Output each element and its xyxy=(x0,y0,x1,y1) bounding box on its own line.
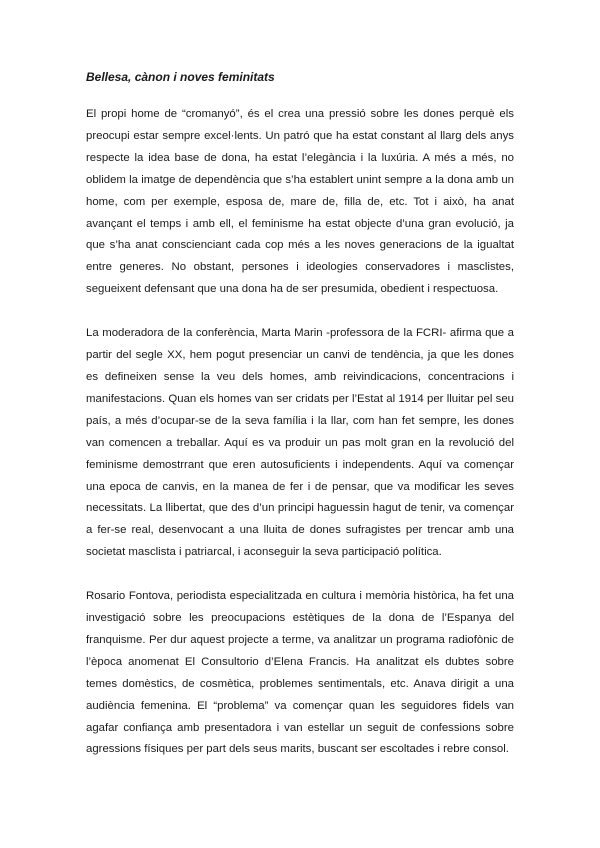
document-body xyxy=(86,70,514,783)
paragraph-2: La moderadora de la conferència, Marta Marin -professora de la FCRI- afirma que a partir del segle XX, hem pogut presenciar un canvi de tendència, ja que les dones es defineixen sense la veu dels homes, amb reivindicacions, concentracions i manifestacions. Quan els homes van ser cridats per l’Estat al 1914 per lluitar pel seu país, a més d’ocupar-se de la seva família i la llar, com han fet sempre, les dones van comencen a treballar. Aquí es va produir un pas molt gran en la revolució del feminisme demostrrant que eren autosuficients i independents. Aquí va començar una epoca de canvis, en la manea de fer i de pensar, que va modificar les seves necessitats. La llibertat, que des d’un principi haguessin hagut de tenir, va començar a fer-se real, desenvocant a una lluita de dones sufragistes per trencar amb una societat masclista i patriarcal, i aconseguir la seva participació política. xyxy=(86,327,514,559)
paragraph-1: El propi home de “cromanyó”, és el crea una pressió sobre les dones perquè els preocupi estar sempre excel·lents. Un patró que ha estat constant al llarg dels anys respecte la idea base de dona, ha estat l’elegància i la luxúria. A més a més, no oblidem la imatge de dependència que s’ha establert unint sempre a la dona amb un home, com per exemple, esposa de, mare de, filla de, etc. Tot i això, ha anat avançant el temps i amb ell, el feminisme ha estat objecte d’una gran evolució, ja que s’ha anat conscienciant cada cop més a les noves generacions de la igualtat entre generes. No obstant, persones i ideologies conservadores i masclistes, segueixent defensant que una dona ha de ser presumida, obedient i respectuosa. xyxy=(86,108,514,296)
article-title: Bellesa, cànon i noves feminitats xyxy=(86,70,275,84)
paragraph-3: Rosario Fontova, periodista especialitzada en cultura i memòria històrica, ha fet una investigació sobre les preocupacions estètiques de la dona de l’Espanya del franquisme. Per dur aquest projecte a terme, va analitzar un programa radiofònic de l’època anomenat El Consultorio d’Elena Francis. Ha analitzat els dubtes sobre temes domèstics, de cosmètica, problemes sentimentals, etc. Anava dirigit a una audiència femenina. El “problema” va començar quan les seguidores fidels van agafar confiança amb presentadora i van estellar un seguit de confessions sobre agressions físiques per part dels seus marits, buscant ser escoltades i rebre consol. xyxy=(86,590,514,756)
